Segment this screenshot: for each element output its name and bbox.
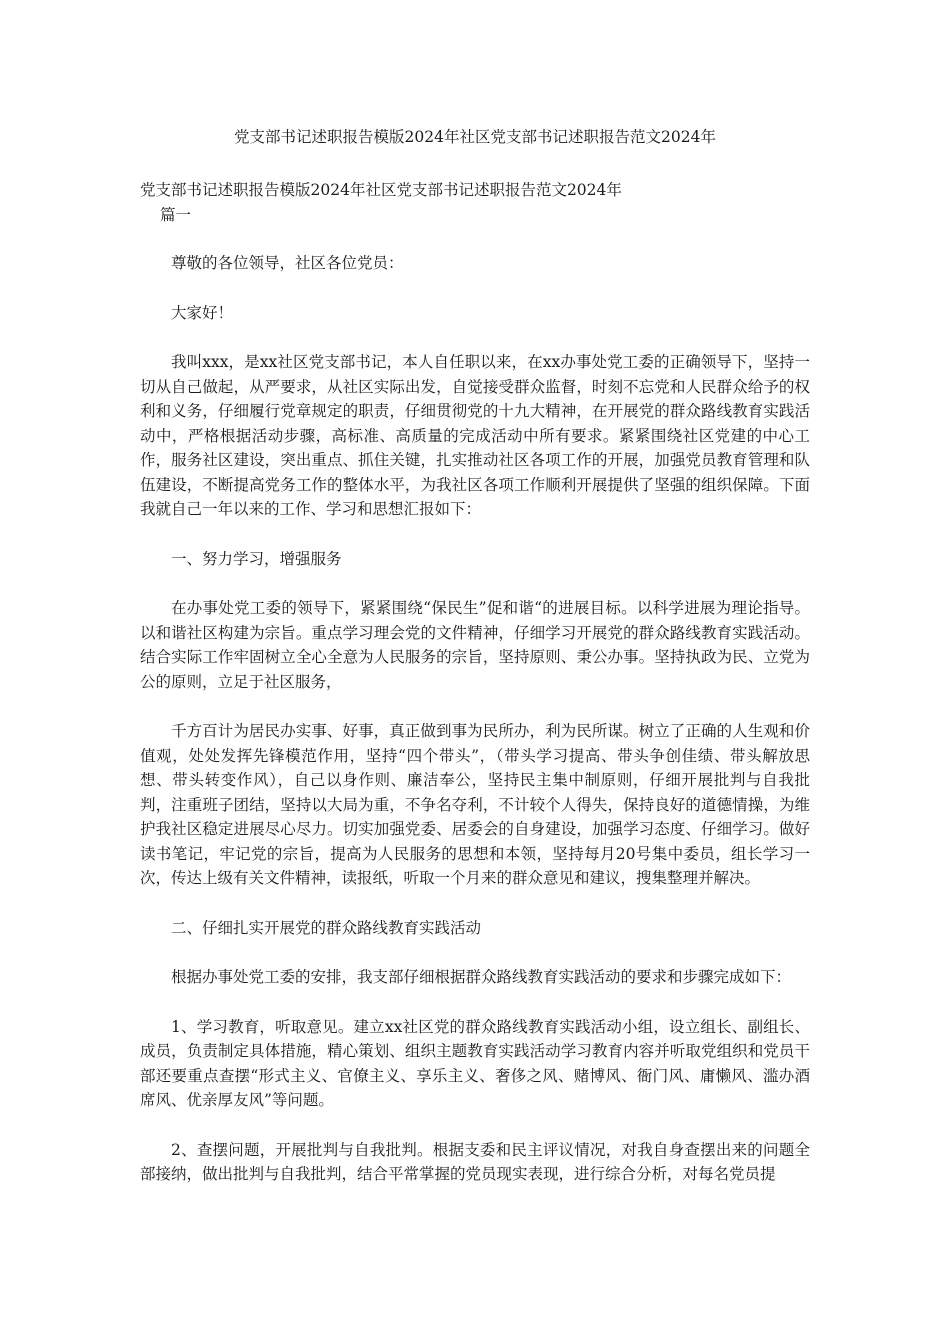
paragraph-greeting: 大家好！ [171,303,234,322]
document-body [140,178,810,1187]
paragraph-introduction: 我叫xxx，是xx社区党支部书记，本人自任职以来，在xx办事处党工委的正确领导下，坚持一切从自己做起，从严要求，从社区实际出发，自觉接受群众监督，时刻不忘党和人民群众给予的权利和义务，仔细履行党章规定的职责，仔细贯彻党的十九大精神，在开展党的群众路线教育实践活动中，严格根据活动步骤，高标准、高质量的完成活动中所有要求。紧紧围绕社区党建的中心工作，服务社区建设，突出重点、抓住关键，扎实推动社区各项工作的开展，加强党员教育管理和队伍建设，不断提高党务工作的整体水平，为我社区各项工作顺利开展提供了坚强的组织保障。下面我就自己一年以来的工作、学习和思想汇报如下： [140,353,810,518]
document-title: 党支部书记述职报告模版2024年社区党支部书记述职报告范文2024年 [234,128,716,146]
paragraph-salutation: 尊敬的各位领导，社区各位党员： [171,254,404,272]
paragraph-item-1: 1、学习教育，听取意见。建立xx社区党的群众路线教育实践活动小组，设立组长、副组长、成员，负责制定具体措施，精心策划、组织主题教育实践活动学习教育内容并听取党组织和党员干部还要重点查摆“形式主义、官僚主义、享乐主义、奢侈之风、赌博风、衙门风、庸懒风、滥办酒席风、优亲厚友风”等问题。 [140,1017,810,1109]
section-label: 篇一 [160,205,192,224]
paragraph-item-2: 2、查摆问题，开展批判与自我批判。根据支委和民主评议情况，对我自身查摆出来的问题全部接纳，做出批判与自我批判，结合平常掌握的党员现实表现，进行综合分析，对每名党员提 [140,1140,810,1183]
section-heading-2: 二、仔细扎实开展党的群众路线教育实践活动 [171,918,482,937]
paragraph-study: 在办事处党工委的领导下，紧紧围绕“保民生”促和谐“的进展目标。以科学进展为理论指导。以和谐社区构建为宗旨。重点学习理会党的文件精神，仔细学习开展党的群众路线教育实践活动。结合实际工作牢固树立全心全意为人民服务的宗旨，坚持原则、秉公办事。坚持执政为民、立党为公的原则，立足于社区服务， [140,599,810,691]
section-heading-1: 一、努力学习，增强服务 [171,549,342,568]
paragraph-arrangement: 根据办事处党工委的安排，我支部仔细根据群众路线教育实践活动的要求和步骤完成如下： [171,968,792,986]
paragraph-service: 千方百计为居民办实事、好事，真正做到事为民所办，利为民所谋。树立了正确的人生观和价值观，处处发挥先锋模范作用，坚持“四个带头”，（带头学习提高、带头争创佳绩、带头解放思想、带头转变作风），自己以身作则、廉洁奉公，坚持民主集中制原则，仔细开展批判与自我批判，注重班子团结，坚持以大局为重，不争名夺利，不计较个人得失，保持良好的道德情操，为维护我社区稳定进展尽心尽力。切实加强党委、居委会的自身建设，加强学习态度、仔细学习。做好读书笔记，牢记党的宗旨，提高为人民服务的思想和本领，坚持每月20号集中委员，组长学习一次，传达上级有关文件精神，读报纸，听取一个月来的群众意见和建议，搜集整理并解决。 [140,722,810,887]
document-subtitle: 党支部书记述职报告模版2024年社区党支部书记述职报告范文2024年 [140,181,622,199]
